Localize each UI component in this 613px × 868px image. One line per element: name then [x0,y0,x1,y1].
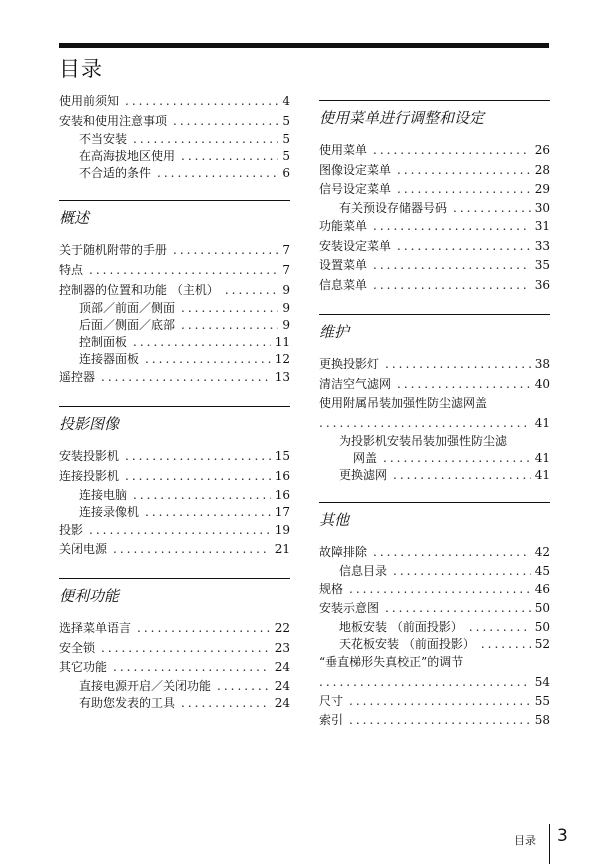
dot-leader [349,692,531,712]
entry-title: 控制器的位置和功能 （主机） [59,282,219,297]
toc-section [59,578,290,712]
section-heading: 使用菜单进行调整和设定 [319,100,550,141]
dot-leader [393,467,531,484]
toc-entry[interactable] [319,692,550,712]
entry-page: 55 [534,693,550,708]
entry-page: 16 [274,468,290,483]
entry-page: 16 [274,487,290,502]
toc-entry[interactable] [319,394,550,414]
toc-entry[interactable] [59,241,290,261]
toc-entry[interactable] [319,141,550,161]
entry-title: 尺寸 [319,693,344,708]
entry-page: 5 [282,132,290,147]
entry-title: 图像设定菜单 [319,162,392,177]
entry-title: 不合适的条件 [79,166,152,181]
toc-entry-continuation[interactable] [319,414,550,433]
dot-leader [157,165,278,182]
entry-title: 不当安装 [79,132,128,147]
dot-leader [373,141,531,161]
entry-page: 58 [534,713,550,728]
entry-page: 11 [274,335,290,350]
toc-entry[interactable] [59,447,290,467]
entry-page: 17 [274,504,290,519]
entry-title: 其它功能 [59,660,108,675]
toc-entry[interactable] [59,92,290,112]
toc-entry[interactable] [59,678,290,695]
entry-page: 30 [534,201,550,216]
toc-entry[interactable] [319,563,550,580]
toc-entry[interactable] [59,281,290,301]
entry-page: 12 [274,352,290,367]
dot-leader [397,237,531,257]
dot-leader [113,540,271,560]
entry-title: 天花板安装 （前面投影） [339,636,475,651]
toc-entry[interactable] [319,256,550,276]
dot-leader [397,161,531,181]
dot-leader [145,351,271,368]
entry-title: 信息目录 [339,563,388,578]
toc-entry[interactable] [319,467,550,484]
dot-leader [89,521,271,541]
entry-page: 21 [274,542,290,557]
toc-section [319,314,550,484]
entry-page: 24 [274,678,290,693]
dot-leader [397,180,531,200]
entry-title: 选择菜单语言 [59,620,132,635]
entry-page: 36 [534,278,550,293]
toc-entry[interactable] [59,131,290,148]
dot-leader [397,375,531,395]
entry-page: 24 [274,695,290,710]
section-heading: 维护 [319,314,550,355]
entry-title: 安装示意图 [319,601,380,616]
dot-leader [113,658,271,678]
entry-title: 关于随机附带的手册 [59,243,168,258]
dot-leader [125,92,278,112]
entry-title: 更换投影灯 [319,356,380,371]
entry-page: 33 [534,238,550,253]
footer-label: 目录 [514,834,536,847]
toc-section [59,92,290,182]
entry-page: 7 [282,263,290,278]
dot-leader [481,636,531,653]
toc-right-column [319,92,550,731]
toc-entry[interactable] [319,599,550,619]
dot-leader [173,241,278,261]
entry-page: 46 [534,581,550,596]
section-heading: 便利功能 [59,578,290,619]
entry-title: 关闭电源 [59,542,108,557]
entry-page: 38 [534,356,550,371]
entry-page: 22 [274,620,290,635]
dot-leader [89,261,278,281]
toc-entry[interactable] [319,237,550,257]
dot-leader [453,200,531,217]
toc-section [59,406,290,560]
toc-entry[interactable] [59,619,290,639]
entry-page: 5 [282,113,290,128]
section-heading: 投影图像 [59,406,290,447]
page-number: 3 [557,826,568,846]
toc-entry[interactable] [319,543,550,563]
entry-page: 9 [282,318,290,333]
dot-leader [319,414,531,433]
entry-title: 安全锁 [59,640,96,655]
dot-leader [101,368,271,388]
toc-entry[interactable] [319,711,550,731]
entry-title: 规格 [319,581,344,596]
entry-page: 41 [534,415,550,430]
entry-page: 9 [282,301,290,316]
dot-leader [393,563,531,580]
entry-title: 在高海拔地区使用 [79,149,176,164]
section-heading: 概述 [59,200,290,241]
entry-title: 使用菜单 [319,143,368,157]
entry-page: 4 [282,94,290,108]
dot-leader [145,504,271,521]
entry-page: 54 [534,674,550,689]
toc-entry[interactable] [59,261,290,281]
entry-page: 41 [534,467,550,482]
entry-title: 直接电源开启／关闭功能 [79,678,212,693]
toc-entry[interactable] [59,504,290,521]
entry-title: 故障排除 [319,544,368,559]
toc-entry[interactable] [59,351,290,368]
entry-page: 31 [534,219,550,234]
entry-title: 为投影机安装吊装加强性防尘滤 [339,433,508,448]
toc-entry[interactable] [319,636,550,653]
dot-leader [181,148,278,165]
entry-title: 有关预设存储器号码 [339,201,448,216]
toc-entry[interactable] [59,300,290,317]
toc-entry-continuation[interactable] [319,450,550,467]
toc-entry[interactable] [59,540,290,560]
dot-leader [181,695,271,712]
dot-leader [125,467,271,487]
toc-entry[interactable] [59,639,290,659]
entry-title: 特点 [59,263,84,278]
dot-leader [173,112,278,132]
entry-page: 23 [274,640,290,655]
dot-leader [181,300,278,317]
entry-title: 地板安装 （前面投影） [339,619,463,634]
entry-page: 15 [274,449,290,464]
entry-page: 41 [534,450,550,465]
toc-entry-continuation[interactable] [319,673,550,692]
entry-title: 连接投影机 [59,468,120,483]
toc-section [59,200,290,388]
entry-page: 24 [274,660,290,675]
entry-title-continued: 网盖 [353,450,378,465]
dot-leader [101,639,271,659]
dot-leader [373,276,531,296]
entry-page: 29 [534,182,550,197]
entry-title: 控制面板 [79,335,128,350]
toc-entry[interactable] [319,161,550,181]
entry-title: 安装投影机 [59,449,120,464]
entry-title: 更换滤网 [339,467,388,482]
dot-leader [217,678,271,695]
toc-entry[interactable] [319,276,550,296]
toc-entry[interactable] [59,658,290,678]
toc-entry[interactable] [59,148,290,165]
entry-page: 28 [534,162,550,177]
toc-entry[interactable] [319,200,550,217]
toc-entry[interactable] [59,368,290,388]
entry-title: “垂直梯形失真校正”的调节 [319,654,464,669]
dot-leader [349,580,531,600]
toc-entry[interactable] [319,580,550,600]
dot-leader [385,355,531,375]
toc-section [319,100,550,296]
dot-leader [373,543,531,563]
section-heading: 其他 [319,502,550,543]
toc-entry[interactable] [59,112,290,132]
top-rule [59,43,549,48]
entry-title: 顶部／前面／侧面 [79,301,176,316]
dot-leader [125,447,271,467]
toc-entry[interactable] [319,355,550,375]
toc-entry[interactable] [319,180,550,200]
footer-divider [549,824,550,864]
entry-page: 35 [534,258,550,273]
dot-leader [133,334,271,351]
dot-leader [133,131,278,148]
entry-title: 遥控器 [59,370,96,385]
entry-page: 45 [534,563,550,578]
entry-title: 连接录像机 [79,504,140,519]
dot-leader [385,599,531,619]
toc-entry[interactable] [59,467,290,487]
toc-entry[interactable] [59,165,290,182]
entry-title: 有助您发表的工具 [79,695,176,710]
toc-entry[interactable] [59,334,290,351]
entry-page: 9 [282,282,290,297]
toc-section [319,502,550,731]
entry-title: 信息菜单 [319,278,368,293]
entry-title: 使用前须知 [59,94,120,108]
entry-page: 52 [534,636,550,651]
toc-entry[interactable] [319,653,550,673]
entry-page: 19 [274,522,290,537]
entry-page: 50 [534,601,550,616]
dot-leader [383,450,531,467]
toc-entry[interactable] [59,487,290,504]
entry-title: 索引 [319,713,344,728]
entry-title: 使用附属吊装加强性防尘滤网盖 [319,396,488,411]
dot-leader [137,619,271,639]
entry-page: 6 [282,166,290,181]
entry-page: 50 [534,619,550,634]
entry-title: 功能菜单 [319,219,368,234]
entry-title: 连接器面板 [79,352,140,367]
dot-leader [373,217,531,237]
entry-title: 安装设定菜单 [319,238,392,253]
toc-entry[interactable] [319,217,550,237]
entry-title: 安装和使用注意事项 [59,113,168,128]
entry-title: 清洁空气滤网 [319,376,392,391]
entry-page: 5 [282,149,290,164]
toc-entry[interactable] [59,695,290,712]
entry-page: 7 [282,243,290,258]
toc-left-column [59,92,290,712]
entry-title: 信号设定菜单 [319,182,392,197]
entry-page: 26 [534,143,550,157]
toc-entry[interactable] [319,433,550,450]
entry-title: 后面／侧面／底部 [79,318,176,333]
toc-entry[interactable] [59,521,290,541]
dot-leader [373,256,531,276]
page-title: 目录 [59,57,103,81]
dot-leader [319,673,531,692]
dot-leader [181,317,278,334]
toc-entry[interactable] [319,619,550,636]
toc-entry[interactable] [319,375,550,395]
dot-leader [225,281,279,301]
entry-title: 投影 [59,522,84,537]
toc-entry[interactable] [59,317,290,334]
entry-title: 连接电脑 [79,487,128,502]
dot-leader [133,487,271,504]
entry-title: 设置菜单 [319,258,368,273]
entry-page: 40 [534,376,550,391]
entry-page: 13 [274,370,290,385]
entry-page: 42 [534,544,550,559]
dot-leader [349,711,531,731]
dot-leader [469,619,531,636]
